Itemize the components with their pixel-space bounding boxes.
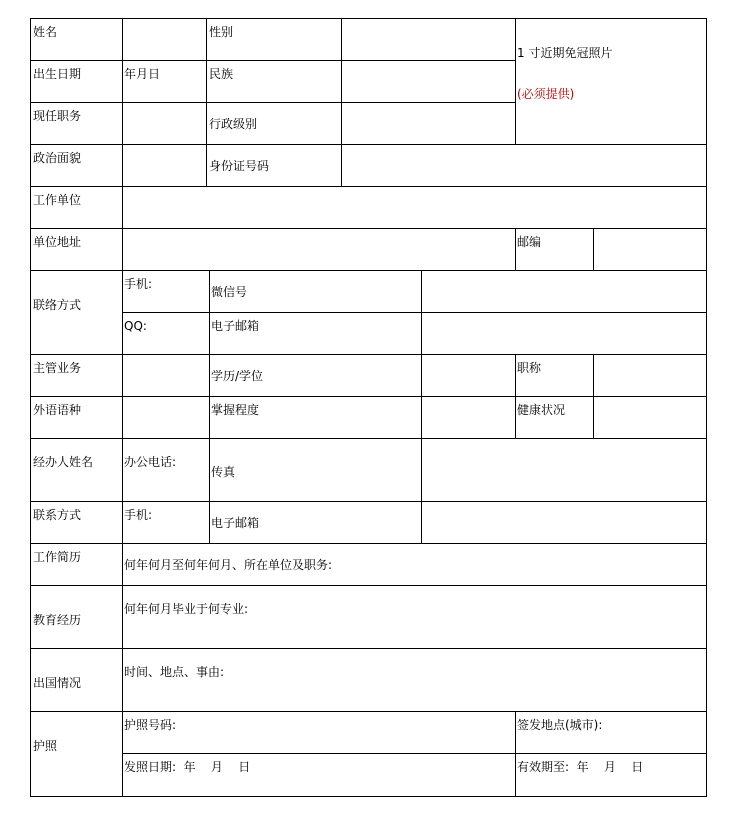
photo-label: 1 寸近期免冠照片 (517, 46, 613, 60)
passport-label: 护照 (33, 739, 58, 753)
grid-line (30, 585, 706, 586)
grid-line (30, 711, 706, 712)
grid-line (122, 18, 123, 796)
work-history-hint: 何年何月至何年何月、所在单位及职务: (124, 558, 333, 572)
fax-label: 传真 (211, 465, 236, 479)
education-degree-label: 学历/学位 (211, 369, 264, 383)
grid-line (515, 711, 516, 796)
education-history-label: 教育经历 (33, 613, 82, 627)
valid-until-label: 有效期至: 年 月 日 (517, 760, 644, 774)
admin-rank-label: 行政级别 (209, 117, 258, 131)
wechat-label: 微信号 (211, 285, 248, 299)
abroad-hint: 时间、地点、事由: (124, 665, 225, 679)
form-frame (30, 18, 707, 797)
issue-date-label: 发照日期: 年 月 日 (124, 760, 251, 774)
postcode-label: 邮编 (517, 235, 542, 249)
grid-line (30, 144, 706, 145)
handler-name-label: 经办人姓名 (33, 455, 94, 469)
grid-line (30, 543, 706, 544)
grid-line (206, 18, 207, 186)
grid-line (30, 228, 706, 229)
grid-line (122, 753, 706, 754)
grid-line (30, 438, 706, 439)
work-history-label: 工作简历 (33, 550, 82, 564)
work-unit-label: 工作单位 (33, 193, 82, 207)
passport-number-label: 护照号码: (124, 718, 177, 732)
health-label: 健康状况 (517, 403, 566, 417)
handler-contact-label: 联系方式 (33, 508, 82, 522)
handler-email-label: 电子邮箱 (211, 516, 260, 530)
office-phone-label: 办公电话: (124, 455, 177, 469)
grid-line (30, 648, 706, 649)
business-label: 主管业务 (33, 361, 82, 375)
unit-address-label: 单位地址 (33, 235, 82, 249)
grid-line (515, 354, 516, 438)
photo-required-note: (必须提供) (517, 87, 575, 101)
grid-line (30, 354, 706, 355)
abroad-label: 出国情况 (33, 676, 82, 690)
grid-line (209, 270, 210, 543)
political-status-label: 政治面貌 (33, 151, 82, 165)
issue-place-label: 签发地点(城市): (517, 718, 603, 732)
contact-method-label: 联络方式 (33, 298, 82, 312)
handler-mobile-label: 手机: (124, 508, 153, 522)
gender-label: 性别 (209, 25, 234, 39)
grid-line (30, 270, 706, 271)
id-number-label: 身份证号码 (209, 159, 270, 173)
qq-label: QQ: (124, 319, 147, 333)
ethnicity-label: 民族 (209, 67, 234, 81)
foreign-language-label: 外语语种 (33, 403, 82, 417)
grid-line (593, 228, 594, 270)
grid-line (30, 186, 706, 187)
registration-form (30, 18, 706, 796)
birth-date-value: 年月日 (124, 67, 161, 81)
grid-line (421, 270, 422, 543)
grid-line (30, 501, 706, 502)
birth-date-label: 出生日期 (33, 67, 82, 81)
mobile-label: 手机: (124, 277, 153, 291)
proficiency-label: 掌握程度 (211, 403, 260, 417)
grid-line (515, 228, 516, 270)
current-position-label: 现任职务 (33, 109, 82, 123)
name-label: 姓名 (33, 25, 58, 39)
grid-line (30, 396, 706, 397)
grid-line (30, 102, 515, 103)
email-label: 电子邮箱 (211, 319, 260, 333)
education-history-hint: 何年何月毕业于何专业: (124, 602, 249, 616)
grid-line (515, 18, 516, 144)
grid-line (30, 60, 515, 61)
grid-line (341, 18, 342, 186)
grid-line (593, 354, 594, 438)
professional-title-label: 职称 (517, 361, 542, 375)
